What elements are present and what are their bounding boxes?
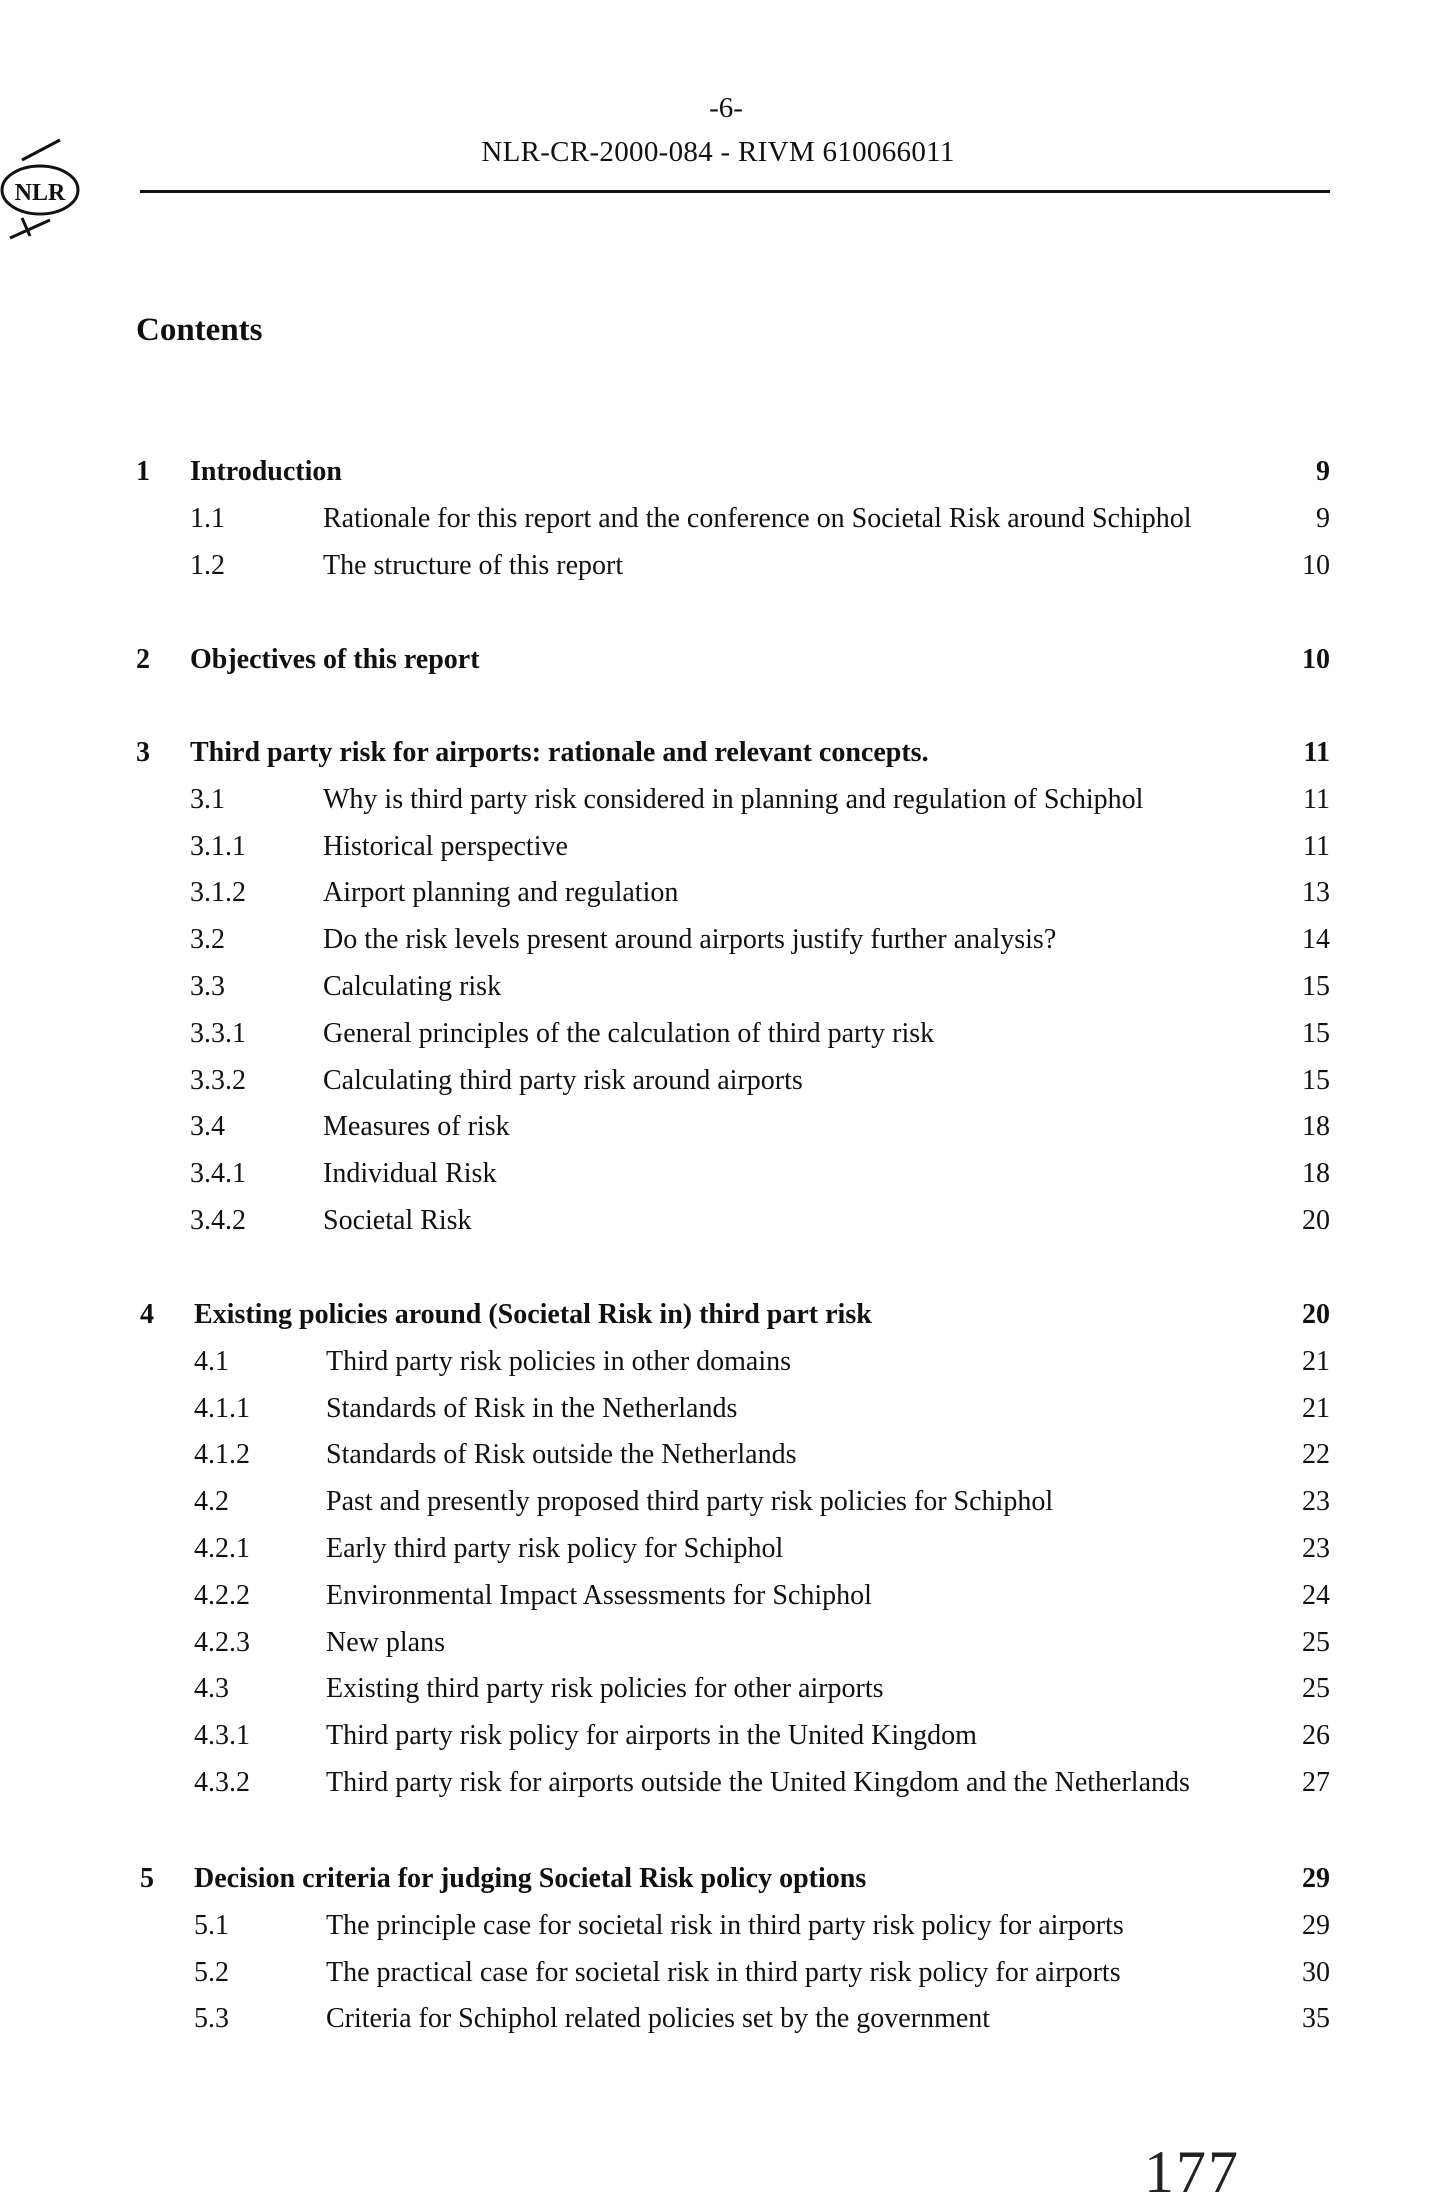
toc-subsection-row [0, 923, 1436, 959]
toc-entry-number: 5.2 [194, 1956, 229, 1988]
toc-entry-title: Airport planning and regulation [323, 877, 679, 909]
toc-entry-title: Do the risk levels present around airports justify further analysis? [323, 924, 1057, 956]
toc-entry-title: Third party risk policy for airports in the United Kingdom [326, 1720, 977, 1752]
toc-entry-number: 4.1 [194, 1345, 229, 1377]
toc-subsection-row [0, 1438, 1436, 1474]
toc-entry-title: Past and presently proposed third party risk policies for Schiphol [326, 1486, 1054, 1518]
toc-entry-title: General principles of the calculation of third party risk [323, 1017, 935, 1049]
toc-entry-title: Environmental Impact Assessments for Schiphol [326, 1579, 872, 1611]
toc-entry-page: 13 [1302, 877, 1330, 909]
toc-entry-title: Third party risk policies in other domains [326, 1345, 792, 1377]
toc-entry-title: Historical perspective [323, 830, 568, 862]
toc-entry-title: The principle case for societal risk in third party risk policy for airports [326, 1909, 1124, 1941]
toc-entry-number: 4 [140, 1299, 154, 1330]
toc-entry-number: 4.2.2 [194, 1579, 250, 1611]
toc-subsection-row [0, 2002, 1436, 2038]
toc-entry-title: Third party risk for airports outside the United Kingdom and the Netherlands [326, 1767, 1190, 1798]
toc-entry-number: 1.2 [190, 549, 225, 581]
toc-section-row [0, 1862, 1436, 1898]
toc-entry-title: Introduction [190, 456, 342, 487]
toc-entry-page: 11 [1303, 830, 1330, 862]
toc-subsection-row [0, 1204, 1436, 1240]
toc-entry-page: 15 [1302, 971, 1330, 1002]
toc-subsection-row [0, 876, 1436, 912]
toc-entry-number: 4.2.1 [194, 1533, 250, 1564]
toc-entry-page: 23 [1302, 1486, 1330, 1518]
toc-entry-page: 22 [1302, 1439, 1330, 1471]
toc-entry-number: 3.2 [190, 924, 225, 956]
toc-entry-title: Early third party risk policy for Schiphol [326, 1533, 784, 1564]
toc-entry-number: 3.4.2 [190, 1205, 246, 1236]
toc-subsection-row [0, 1532, 1436, 1568]
toc-entry-number: 3.1 [190, 783, 225, 815]
toc-entry-number: 2 [136, 644, 150, 675]
toc-subsection-row [0, 1626, 1436, 1662]
toc-entry-page: 21 [1302, 1392, 1330, 1424]
toc-entry-title: Why is third party risk considered in planning and regulation of Schiphol [323, 783, 1144, 815]
toc-entry-page: 18 [1302, 1111, 1330, 1143]
toc-entry-title: Objectives of this report [190, 644, 480, 675]
toc-entry-title: Standards of Risk in the Netherlands [326, 1392, 738, 1424]
page-number: -6- [709, 92, 743, 124]
toc-entry-number: 3.4.1 [190, 1158, 246, 1190]
contents-title: Contents [136, 312, 263, 348]
toc-entry-page: 21 [1302, 1345, 1330, 1377]
toc-entry-page: 29 [1302, 1863, 1330, 1894]
toc-entry-title: Existing policies around (Societal Risk in) third part risk [194, 1299, 872, 1330]
toc-entry-number: 4.3.1 [194, 1720, 250, 1752]
toc-entry-page: 23 [1302, 1533, 1330, 1564]
toc-entry-title: Calculating risk [323, 971, 502, 1002]
toc-subsection-row [0, 549, 1436, 585]
toc-entry-page: 18 [1302, 1158, 1330, 1190]
toc-entry-title: Rationale for this report and the conference on Societal Risk around Schiphol [323, 502, 1192, 534]
toc-entry-page: 25 [1302, 1626, 1330, 1658]
toc-subsection-row [0, 1766, 1436, 1802]
toc-entry-title: The practical case for societal risk in third party risk policy for airports [326, 1956, 1121, 1988]
toc-subsection-row [0, 1672, 1436, 1708]
toc-entry-page: 27 [1302, 1767, 1330, 1798]
toc-subsection-row [0, 1345, 1436, 1381]
toc-entry-number: 4.1.2 [194, 1439, 250, 1471]
toc-entry-page: 25 [1302, 1673, 1330, 1705]
toc-entry-page: 15 [1302, 1017, 1330, 1049]
toc-entry-page: 14 [1302, 924, 1330, 956]
toc-subsection-row [0, 1719, 1436, 1755]
toc-entry-page: 9 [1316, 456, 1330, 487]
toc-entry-title: Calculating third party risk around airports [323, 1064, 803, 1096]
toc-entry-number: 1.1 [190, 502, 225, 534]
toc-subsection-row [0, 1392, 1436, 1428]
toc-subsection-row [0, 1909, 1436, 1945]
toc-subsection-row [0, 502, 1436, 538]
toc-entry-title: Measures of risk [323, 1111, 510, 1143]
footer-page-number: 177 [1144, 2139, 1240, 2205]
toc-subsection-row [0, 830, 1436, 866]
toc-subsection-row [0, 1956, 1436, 1992]
report-id: NLR-CR-2000-084 - RIVM 610066011 [481, 136, 955, 168]
toc-entry-title: Individual Risk [323, 1158, 497, 1190]
toc-subsection-row [0, 1110, 1436, 1146]
toc-entry-page: 11 [1303, 783, 1330, 815]
toc-subsection-row [0, 1017, 1436, 1053]
toc-entry-title: Standards of Risk outside the Netherlands [326, 1439, 797, 1471]
toc-entry-number: 4.3.2 [194, 1767, 250, 1798]
toc-section-row [0, 1298, 1436, 1334]
toc-subsection-row [0, 783, 1436, 819]
toc-section-row [0, 455, 1436, 491]
toc-entry-number: 3.1.1 [190, 830, 246, 862]
toc-entry-page: 10 [1302, 644, 1330, 675]
toc-subsection-row [0, 1485, 1436, 1521]
toc-entry-number: 3.3.1 [190, 1017, 246, 1049]
toc-section-row [0, 736, 1436, 772]
toc-subsection-row [0, 1579, 1436, 1615]
toc-entry-number: 3.3.2 [190, 1064, 246, 1096]
toc-entry-number: 4.2 [194, 1486, 229, 1518]
toc-entry-title: Third party risk for airports: rationale and relevant concepts. [190, 737, 929, 768]
toc-entry-page: 10 [1302, 549, 1330, 581]
toc-entry-title: The structure of this report [323, 549, 624, 581]
toc-entry-page: 30 [1302, 1956, 1330, 1988]
toc-entry-number: 3.3 [190, 971, 225, 1002]
toc-entry-number: 4.1.1 [194, 1392, 250, 1424]
toc-entry-title: New plans [326, 1626, 445, 1658]
toc-entry-title: Decision criteria for judging Societal Risk policy options [194, 1863, 867, 1894]
toc-entry-number: 1 [136, 456, 150, 487]
toc-entry-number: 4.2.3 [194, 1626, 250, 1658]
toc-subsection-row [0, 1064, 1436, 1100]
toc-entry-page: 9 [1316, 502, 1330, 534]
svg-text:NLR: NLR [14, 180, 66, 206]
toc-entry-page: 20 [1302, 1299, 1330, 1330]
toc-entry-page: 29 [1302, 1909, 1330, 1941]
toc-entry-title: Existing third party risk policies for other airports [326, 1673, 884, 1705]
toc-entry-page: 26 [1302, 1720, 1330, 1752]
toc-subsection-row [0, 1157, 1436, 1193]
toc-entry-page: 24 [1302, 1579, 1330, 1611]
toc-entry-title: Criteria for Schiphol related policies set by the government [326, 2003, 991, 2035]
toc-entry-title: Societal Risk [323, 1205, 472, 1236]
toc-entry-page: 35 [1302, 2003, 1330, 2035]
toc-entry-page: 11 [1303, 737, 1330, 768]
toc-entry-number: 3.4 [190, 1111, 225, 1143]
toc-entry-page: 20 [1302, 1205, 1330, 1236]
toc-entry-page: 15 [1302, 1064, 1330, 1096]
toc-entry-number: 5.1 [194, 1909, 229, 1941]
toc-subsection-row [0, 970, 1436, 1006]
toc-section-row [0, 643, 1436, 679]
toc-entry-number: 3.1.2 [190, 877, 246, 909]
toc-entry-number: 5.3 [194, 2003, 229, 2035]
toc-entry-number: 5 [140, 1863, 154, 1894]
toc-entry-number: 3 [136, 737, 150, 768]
toc-entry-number: 4.3 [194, 1673, 229, 1705]
